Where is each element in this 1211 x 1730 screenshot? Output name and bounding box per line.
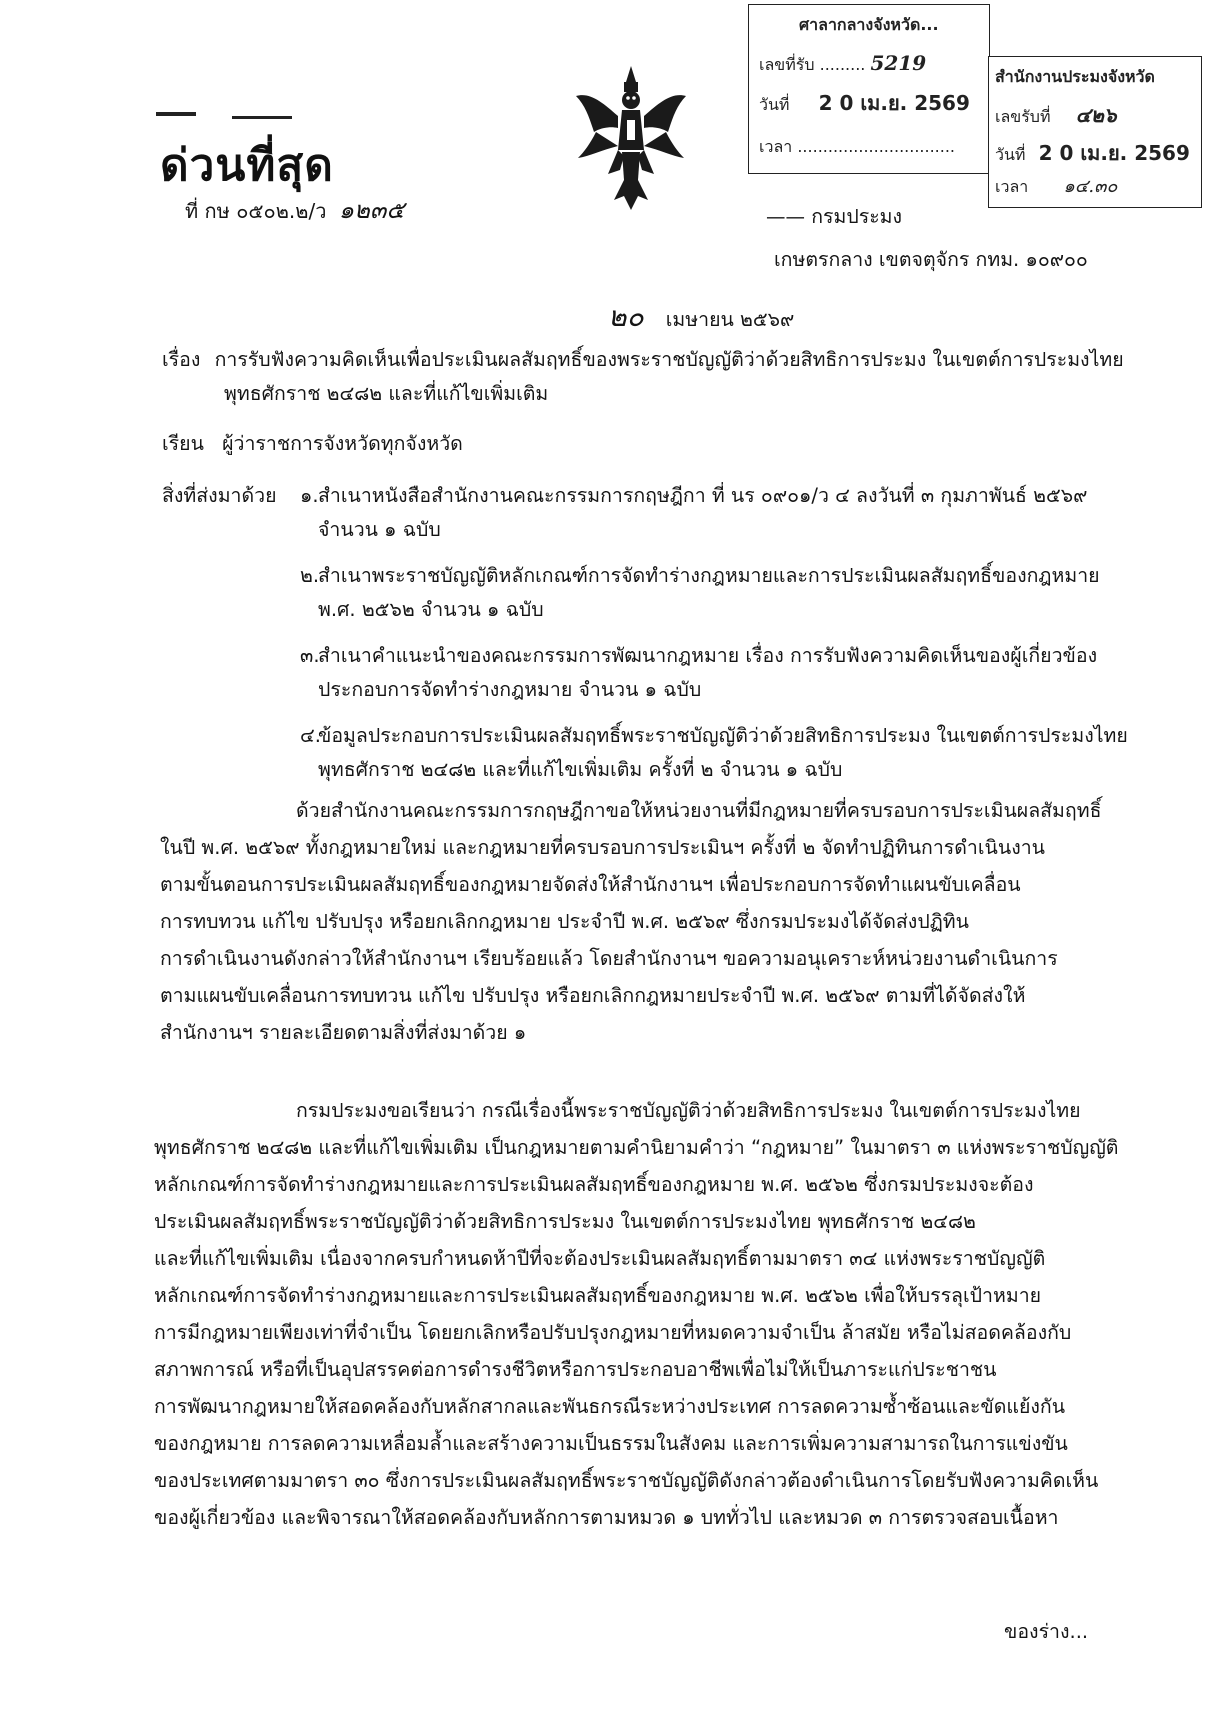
enclosure-item-3-num: ๓. xyxy=(300,644,320,667)
issuer-address: เกษตรกลาง เขตจตุจักร กทม. ๑๐๙๐๐ xyxy=(774,248,1088,271)
enclosure-item-2-line2: พ.ศ. ๒๕๖๒ จำนวน ๑ ฉบับ xyxy=(318,598,544,621)
stamp-date-row xyxy=(759,93,970,115)
enclosure-item-1-line1: สำเนาหนังสือสำนักงานคณะกรรมการกฤษฎีกา ที่ นร ๐๙๐๑/ว ๔ ลงวันที่ ๓ กุมภาพันธ์ ๒๕๖๙ xyxy=(318,484,1088,507)
paragraph-1-line: ตามแผนขับเคลื่อนการทบทวน แก้ไข ปรับปรุง หรือยกเลิกกฎหมายประจำปี พ.ศ. ๒๕๖๙ ตามที่ได้จัดส่งให้ xyxy=(160,984,1026,1007)
stamp2-title: สำนักงานประมงจังหวัด xyxy=(995,67,1155,86)
document-date xyxy=(608,300,794,334)
paragraph-2-line: ของประเทศตามมาตรา ๓๐ ซึ่งการประเมินผลสัมฤทธิ์พระราชบัญญัติดังกล่าวต้องดำเนินการโดยรับฟังความคิดเห็น xyxy=(154,1469,1099,1492)
urgency-stamp-underline xyxy=(156,112,196,116)
enclosure-item-3-line2: ประกอบการจัดทำร่างกฎหมาย จำนวน ๑ ฉบับ xyxy=(318,678,702,701)
paragraph-2-line: ของกฎหมาย การลดความเหลื่อมล้ำและสร้างความเป็นธรรมในสังคม และการเพิ่มความสามารถในการแข่งขัน xyxy=(154,1432,1068,1455)
enclosure-item-3-line1: สำเนาคำแนะนำของคณะกรรมการพัฒนากฎหมาย เรื่อง การรับฟังความคิดเห็นของผู้เกี่ยวข้อง xyxy=(318,644,1098,667)
enclosure-item-1-line2: จำนวน ๑ ฉบับ xyxy=(318,518,441,541)
date-day: ๒๐ xyxy=(608,300,644,333)
stamp2-time-row xyxy=(995,177,1117,197)
enclosure-item-4-line2: พุทธศักราช ๒๔๘๒ และที่แก้ไขเพิ่มเติม ครั้งที่ ๒ จำนวน ๑ ฉบับ xyxy=(318,758,843,781)
reference-handwritten: ๑๒๓๕ xyxy=(338,196,405,224)
paragraph-2-line: ของผู้เกี่ยวข้อง และพิจารณาให้สอดคล้องกับหลักการตามหมวด ๑ บททั่วไป และหมวด ๓ การตรวจสอบเนื้อหา xyxy=(154,1506,1059,1529)
stamp2-number-row xyxy=(995,105,1117,127)
paragraph-1-line: สำนักงานฯ รายละเอียดตามสิ่งที่ส่งมาด้วย ๑ xyxy=(160,1021,527,1044)
salutation-to: ผู้ว่าราชการจังหวัดทุกจังหวัด xyxy=(222,432,463,455)
garuda-emblem xyxy=(572,62,690,220)
stamp2-date-label: วันที่ xyxy=(995,145,1026,164)
paragraph-2-line: หลักเกณฑ์การจัดทำร่างกฎหมายและการประเมินผลสัมฤทธิ์ของกฎหมาย พ.ศ. ๒๕๖๒ เพื่อให้บรรลุเป้าหมาย xyxy=(154,1284,1042,1307)
continuation-marker: ของร่าง... xyxy=(1004,1620,1089,1643)
urgency-label: ด่วนที่สุด xyxy=(160,140,334,191)
issuer-name-text: กรมประมง xyxy=(811,205,903,228)
salutation xyxy=(162,432,463,455)
stamp-number-label: เลขที่รับ xyxy=(759,55,815,74)
stamp2-number-value: ๔๒๖ xyxy=(1075,103,1117,127)
enclosure-item-1-num: ๑. xyxy=(300,484,319,507)
stamp-time-dots: ............................... xyxy=(797,137,956,156)
stamp-title: ศาลากลางจังหวัด... xyxy=(799,15,939,34)
issuer-name-dash: —— xyxy=(766,205,805,228)
paragraph-2-line: สภาพการณ์ หรือที่เป็นอุปสรรคต่อการดำรงชีวิตหรือการประกอบอาชีพเพื่อไม่ให้เป็นภาระแก่ประชาชน xyxy=(154,1358,997,1381)
receiving-stamp-fisheries-office xyxy=(988,56,1202,208)
paragraph-1-line: ด้วยสำนักงานคณะกรรมการกฤษฎีกาขอให้หน่วยงานที่มีกฎหมายที่ครบรอบการประเมินผลสัมฤทธิ์ xyxy=(296,799,1102,822)
enclosure-item-4-num: ๔. xyxy=(300,724,321,747)
date-month-year: เมษายน ๒๕๖๙ xyxy=(665,308,795,331)
subject-line-1 xyxy=(162,348,1124,371)
stamp2-time-value: ๑๔.๓๐ xyxy=(1063,176,1118,197)
paragraph-2-line: และที่แก้ไขเพิ่มเติม เนื่องจากครบกำหนดห้าปีที่จะต้องประเมินผลสัมฤทธิ์ตามมาตรา ๓๔ แห่งพระราชบัญญัติ xyxy=(154,1247,1046,1270)
enclosure-item-2-line1: สำเนาพระราชบัญญัติหลักเกณฑ์การจัดทำร่างกฎหมายและการประเมินผลสัมฤทธิ์ของกฎหมาย xyxy=(318,564,1100,587)
stamp-date-value: 2 0 เม.ย. 2569 xyxy=(818,91,970,115)
paragraph-1-line: ในปี พ.ศ. ๒๕๖๙ ทั้งกฎหมายใหม่ และกฎหมายที่ครบรอบการประเมินฯ ครั้งที่ ๒ จัดทำปฏิทินการดำเนินงาน xyxy=(160,836,1046,859)
reference-number xyxy=(185,190,404,229)
stamp2-time-label: เวลา xyxy=(995,177,1029,196)
urgency-stamp-underline-2 xyxy=(232,116,292,119)
enclosures-label: สิ่งที่ส่งมาด้วย xyxy=(162,484,277,507)
paragraph-2-line: หลักเกณฑ์การจัดทำร่างกฎหมายและการประเมินผลสัมฤทธิ์ของกฎหมาย พ.ศ. ๒๕๖๒ ซึ่งกรมประมงจะต้อง xyxy=(154,1173,1034,1196)
enclosure-item-2-num: ๒. xyxy=(300,564,320,587)
paragraph-2-line: ประเมินผลสัมฤทธิ์พระราชบัญญัติว่าด้วยสิทธิการประมง ในเขตต์การประมงไทย พุทธศักราช ๒๔๘๒ xyxy=(154,1210,976,1233)
stamp2-date-value: 2 0 เม.ย. 2569 xyxy=(1038,141,1190,165)
paragraph-1-line: การดำเนินงานดังกล่าวให้สำนักงานฯ เรียบร้อยแล้ว โดยสำนักงานฯ ขอความอนุเคราะห์หน่วยงานดำเนินการ xyxy=(160,947,1058,970)
paragraph-2-line: การพัฒนากฎหมายให้สอดคล้องกับหลักสากลและพันธกรณีระหว่างประเทศ การลดความซ้ำซ้อนและขัดแย้งกัน xyxy=(154,1395,1066,1418)
subject-label: เรื่อง xyxy=(162,348,201,371)
paragraph-2-line: กรมประมงขอเรียนว่า กรณีเรื่องนี้พระราชบัญญัติว่าด้วยสิทธิการประมง ในเขตต์การประมงไทย xyxy=(296,1099,1081,1122)
receiving-stamp-provincial-hall xyxy=(748,4,990,174)
issuer-name xyxy=(766,205,902,228)
salutation-label: เรียน xyxy=(162,432,204,455)
stamp-number-value: 5219 xyxy=(870,51,927,75)
stamp-number-row xyxy=(759,53,926,75)
paragraph-1-line: ตามขั้นตอนการประเมินผลสัมฤทธิ์ของกฎหมายจัดส่งให้สำนักงานฯ เพื่อประกอบการจัดทำแผนขับเคลื่อน xyxy=(160,873,1021,896)
stamp2-date-row xyxy=(995,143,1190,165)
paragraph-2-line: พุทธศักราช ๒๔๘๒ และที่แก้ไขเพิ่มเติม เป็นกฎหมายตามคำนิยามคำว่า “กฎหมาย” ในมาตรา ๓ แห่งพระราชบัญญัติ xyxy=(154,1136,1119,1159)
reference-prefix: ที่ กษ ๐๕๐๒.๒/ว xyxy=(185,199,327,223)
stamp2-number-label: เลขรับที่ xyxy=(995,107,1051,126)
stamp-time-row xyxy=(759,137,955,157)
stamp-time-label: เวลา xyxy=(759,137,793,156)
paragraph-1-line: การทบทวน แก้ไข ปรับปรุง หรือยกเลิกกฎหมาย ประจำปี พ.ศ. ๒๕๖๙ ซึ่งกรมประมงได้จัดส่งปฏิทิน xyxy=(160,910,969,933)
subject-line-2: พุทธศักราช ๒๔๘๒ และที่แก้ไขเพิ่มเติม xyxy=(224,382,549,405)
stamp-date-label: วันที่ xyxy=(759,95,790,114)
enclosure-item-4-line1: ข้อมูลประกอบการประเมินผลสัมฤทธิ์พระราชบัญญัติว่าด้วยสิทธิการประมง ในเขตต์การประมงไทย xyxy=(318,724,1128,747)
subject-text-1: การรับฟังความคิดเห็นเพื่อประเมินผลสัมฤทธิ์ของพระราชบัญญัติว่าด้วยสิทธิการประมง ในเขตต์การประมงไทย xyxy=(214,348,1124,371)
stamp-number-dots: ......... xyxy=(819,55,866,74)
paragraph-2-line: การมีกฎหมายเพียงเท่าที่จำเป็น โดยยกเลิกหรือปรับปรุงกฎหมายที่หมดความจำเป็น ล้าสมัย หรือไม่สอดคล้องกับ xyxy=(154,1321,1072,1344)
